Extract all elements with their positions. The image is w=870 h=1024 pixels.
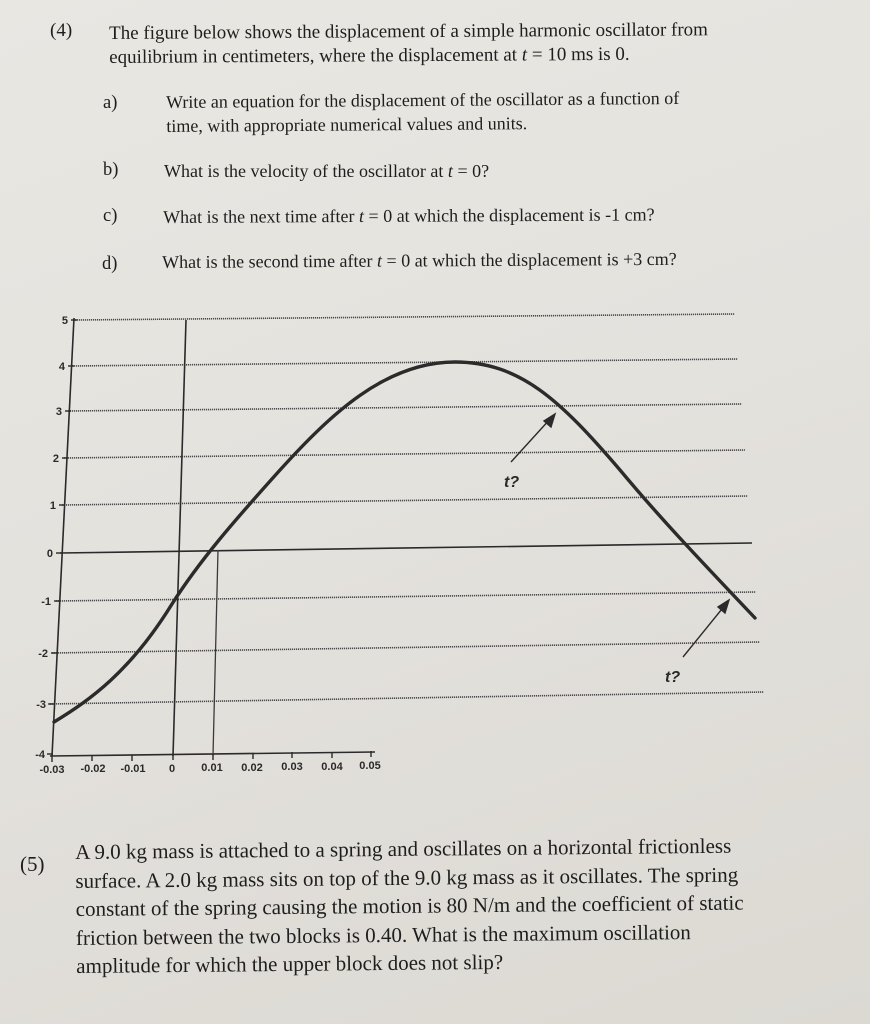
problem-5-line-2: surface. A 2.0 kg mass sits on top of the 9.0 kg mass as it oscillates. The spring [75, 862, 739, 893]
y-label-1: 1 [49, 500, 56, 512]
y-label-0: 0 [46, 548, 53, 560]
x-label-neg0.03: -0.03 [39, 764, 65, 776]
zero-line [60, 543, 752, 553]
annotation-arrow-lower [683, 600, 729, 657]
gridline-neg2 [52, 642, 760, 653]
problem-5-text [75, 832, 744, 981]
gridline-neg1 [56, 592, 756, 601]
displacement-curve [54, 362, 755, 722]
part-c-text: What is the next time after t = 0 at which the displacement is -1 cm? [163, 204, 655, 227]
problem-4-intro-line-2: equilibrium in centimeters, where the displacement at t = 10 ms is 0. [109, 43, 630, 68]
part-a-label: a) [103, 93, 118, 113]
problem-4-intro-line-1: The figure below shows the displacement of a simple harmonic oscillator from [109, 19, 708, 44]
problem-5-line-1: A 9.0 kg mass is attached to a spring and oscillates on a horizontal frictionless [75, 833, 732, 864]
x-label-0.05: 0.05 [359, 760, 381, 772]
t-zero-line [173, 320, 186, 756]
part-d-label: d) [102, 254, 118, 274]
y-label-5: 5 [61, 315, 68, 327]
t-0.01-line [213, 550, 218, 756]
y-label-2: 2 [52, 453, 59, 465]
y-label-neg1: -1 [41, 596, 51, 608]
gridline-5 [75, 314, 735, 320]
part-d-text: What is the second time after t = 0 at which the displacement is +3 cm? [162, 248, 677, 272]
problem-5-number: (5) [20, 852, 45, 876]
bleed-through-text [330, 700, 850, 820]
x-label-0.01: 0.01 [201, 762, 223, 774]
part-b-label: b) [103, 160, 119, 180]
y-label-neg3: -3 [36, 699, 46, 711]
annotation-label-lower: t? [665, 669, 681, 686]
annotation-arrow-upper [511, 414, 555, 462]
y-label-4: 4 [58, 361, 65, 373]
y-axis-line [49, 318, 74, 756]
part-c-label: c) [103, 206, 118, 226]
problem-5-line-3: constant of the spring causing the motion is 80 N/m and the coefficient of static [75, 890, 744, 921]
annotation-label-upper: t? [504, 474, 520, 491]
x-label-neg0.01: -0.01 [120, 763, 146, 775]
part-a-text: Write an equation for the displacement of the oscillator as a function of time, with appropriate numerical values and units. [166, 87, 680, 136]
problem-5-line-5: amplitude for which the upper block does not slip? [76, 949, 504, 978]
gridline-2 [64, 450, 745, 458]
x-label-neg0.02: -0.02 [80, 763, 106, 775]
y-ticks [47, 320, 77, 754]
problem-5-line-4: friction between the two blocks is 0.40. What is the maximum oscillation [75, 919, 691, 950]
problem-4-number: (4) [50, 20, 73, 41]
x-label-0.02: 0.02 [241, 762, 263, 774]
x-label-0.03: 0.03 [281, 761, 303, 773]
x-label-0: 0 [168, 763, 176, 775]
x-label-0.04: 0.04 [321, 761, 343, 773]
y-label-3: 3 [55, 406, 62, 418]
gridline-4 [72, 359, 738, 366]
y-label-neg4: -4 [35, 749, 45, 761]
y-label-neg2: -2 [38, 648, 48, 660]
part-b-text: What is the velocity of the oscillator at t = 0? [164, 161, 490, 181]
gridline-3 [68, 404, 742, 411]
